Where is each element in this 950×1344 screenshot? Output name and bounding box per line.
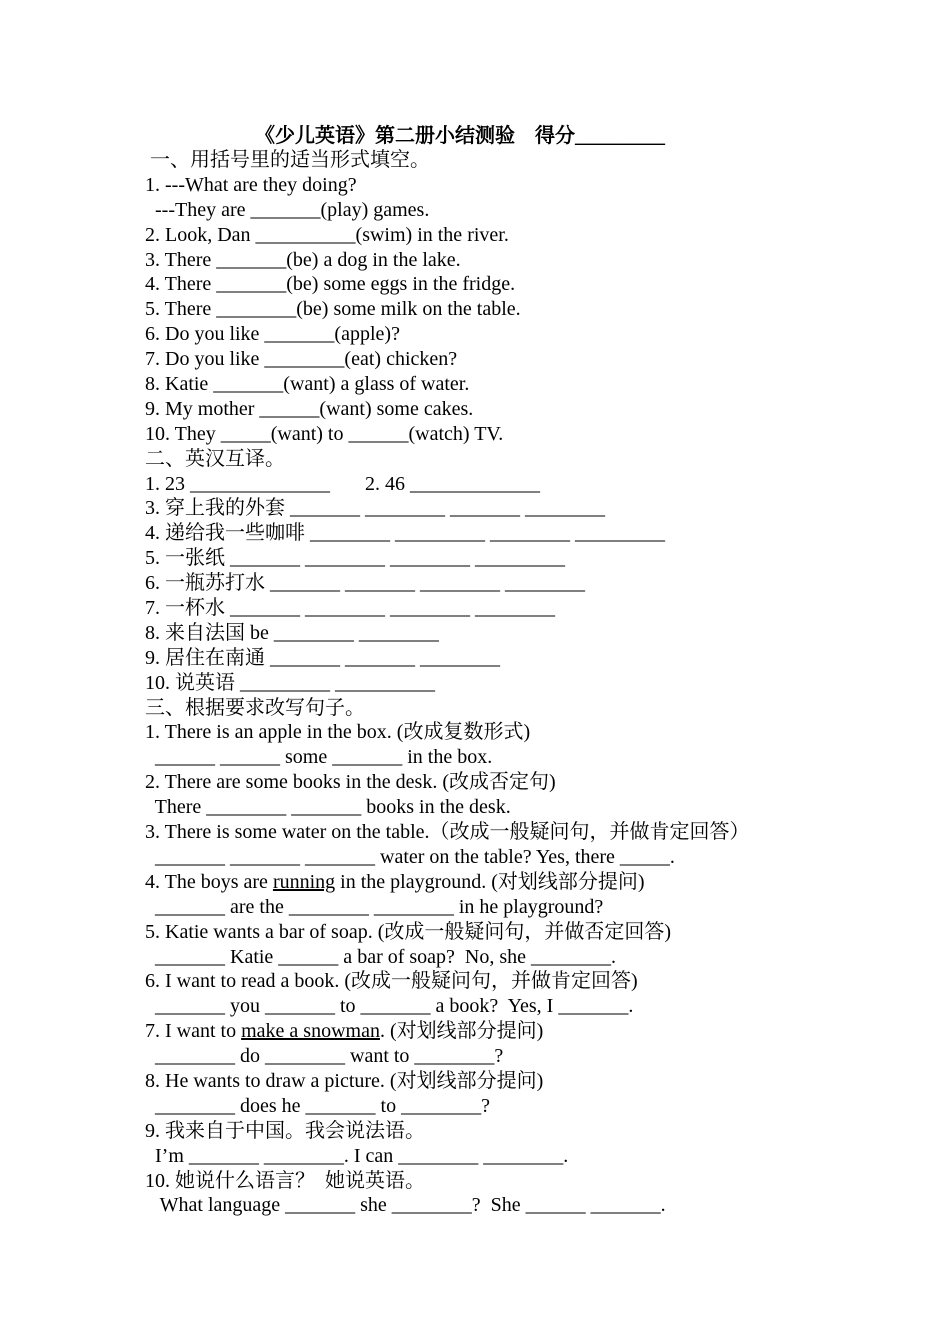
question-line: 9. 我来自于中国。我会说法语。 bbox=[145, 1119, 425, 1142]
answer-line: _______ Katie ______ a bar of soap? No, she ________. bbox=[145, 945, 617, 968]
question-line: 8. Katie _______(want) a glass of water. bbox=[145, 373, 470, 396]
question-line: 4. 递给我一些咖啡 ________ _________ ________ _________ bbox=[145, 522, 665, 545]
section-heading: 三、根据要求改写句子。 bbox=[145, 696, 365, 719]
answer-line: ________ do ________ want to ________? bbox=[145, 1045, 504, 1068]
question-line: 9. My mother ______(want) some cakes. bbox=[145, 397, 474, 420]
question-line: 1. There is an apple in the box. (改成复数形式) bbox=[145, 721, 531, 744]
answer-line: _______ are the ________ ________ in he playground? bbox=[145, 895, 604, 918]
answer-line: ________ does he _______ to ________? bbox=[145, 1094, 490, 1117]
question-line: 3. 穿上我的外套 _______ ________ _______ ________ bbox=[145, 497, 605, 520]
question-line: 10. 说英语 _________ __________ bbox=[145, 671, 435, 694]
answer-line: There ________ _______ books in the desk. bbox=[145, 796, 511, 819]
question-line: 1. ---What are they doing? bbox=[145, 173, 357, 196]
question-line: 8. He wants to draw a picture. (对划线部分提问) bbox=[145, 1069, 544, 1092]
question-line: 3. There _______(be) a dog in the lake. bbox=[145, 248, 461, 271]
question-line: 2. There are some books in the desk. (改成否定句) bbox=[145, 771, 556, 794]
question-line: 9. 居住在南通 _______ _______ ________ bbox=[145, 646, 500, 669]
section-heading: 二、英汉互译。 bbox=[145, 447, 285, 470]
answer-line: _______ you _______ to _______ a book? Yes, I _______. bbox=[145, 995, 634, 1018]
question-line: 1. 23 ______________ 2. 46 _____________ bbox=[145, 472, 540, 495]
question-line: 5. Katie wants a bar of soap. (改成一般疑问句，并做否定回答) bbox=[145, 920, 672, 943]
question-line: 3. There is some water on the table.（改成一般疑问句，并做肯定回答） bbox=[145, 821, 750, 844]
question-line: 6. 一瓶苏打水 _______ _______ ________ ________ bbox=[145, 572, 585, 595]
question-line bbox=[145, 870, 925, 895]
question-text: . (对划线部分提问) bbox=[379, 1020, 544, 1043]
underlined-phrase: make a snowman bbox=[241, 1020, 380, 1043]
question-line: 8. 来自法国 be ________ ________ bbox=[145, 621, 439, 644]
page-title: 《少儿英语》第二册小结测验 得分_________ bbox=[255, 125, 665, 147]
question-line: 2. Look, Dan __________(swim) in the river. bbox=[145, 223, 509, 246]
answer-line: I’m _______ ________. I can ________ ________. bbox=[145, 1144, 569, 1167]
worksheet-body bbox=[145, 148, 925, 1218]
question-line: 5. There ________(be) some milk on the table. bbox=[145, 298, 521, 321]
question-line bbox=[145, 1019, 925, 1044]
question-line: 4. There _______(be) some eggs in the fridge. bbox=[145, 273, 516, 296]
question-line: 10. They _____(want) to ______(watch) TV. bbox=[145, 422, 504, 445]
underlined-word: running bbox=[272, 870, 336, 893]
question-text: 7. I want to bbox=[145, 1020, 242, 1043]
question-line: ---They are _______(play) games. bbox=[145, 198, 430, 221]
question-line: 6. I want to read a book. (改成一般疑问句，并做肯定回答) bbox=[145, 970, 638, 993]
question-line: 5. 一张纸 _______ ________ ________ _________ bbox=[145, 547, 565, 570]
question-line: 7. 一杯水 _______ ________ ________ ________ bbox=[145, 597, 555, 620]
question-line: 6. Do you like _______(apple)? bbox=[145, 323, 400, 346]
question-text: in the playground. (对划线部分提问) bbox=[335, 870, 645, 893]
question-line: 10. 她说什么语言？ 她说英语。 bbox=[145, 1169, 425, 1192]
question-line: 7. Do you like ________(eat) chicken? bbox=[145, 348, 458, 371]
answer-line: What language _______ she ________? She ______ _______. bbox=[145, 1194, 666, 1217]
answer-line: ______ ______ some _______ in the box. bbox=[145, 746, 493, 769]
question-text: 4. The boys are bbox=[145, 870, 273, 893]
section-heading: 一、用括号里的适当形式填空。 bbox=[145, 149, 430, 171]
answer-line: _______ _______ _______ water on the table? Yes, there _____. bbox=[145, 845, 675, 868]
